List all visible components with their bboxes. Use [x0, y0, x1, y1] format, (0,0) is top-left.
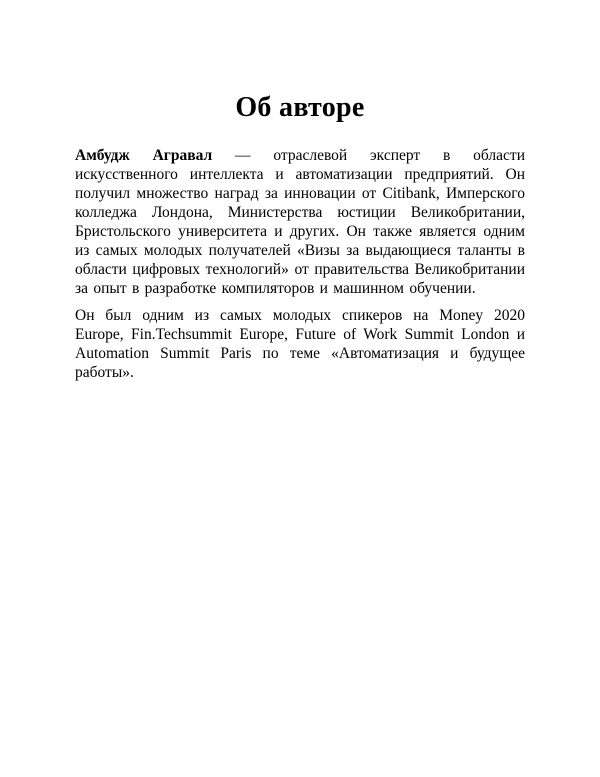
- paragraph-text: — отраслевой эксперт в области искусственного интеллекта и автоматизации предприятий. Он получил множество наград за инновации от Citibank, Имперского колледжа Лондона, Министерства юстиции Великобритании, Бристольского университета и других. Он также является одним из самых молодых получателей «Визы за выдающиеся таланты в области цифровых технологий» от правительства Великобритании за опыт в разработке компиляторов и машинном обучении.: [75, 147, 525, 297]
- author-name: Амбудж Агравал: [75, 147, 213, 164]
- about-author-paragraph: [75, 146, 525, 298]
- page-title: Об авторе: [235, 92, 365, 123]
- speaker-paragraph: [75, 306, 525, 382]
- page-body: [75, 146, 525, 382]
- paragraph-text: Он был одним из самых молодых спикеров на Money 2020 Europe, Fin.Techsummit Europe, Future of Work Summit London и Automation Summit Paris по теме «Автоматизация и будущее работы».: [75, 307, 525, 381]
